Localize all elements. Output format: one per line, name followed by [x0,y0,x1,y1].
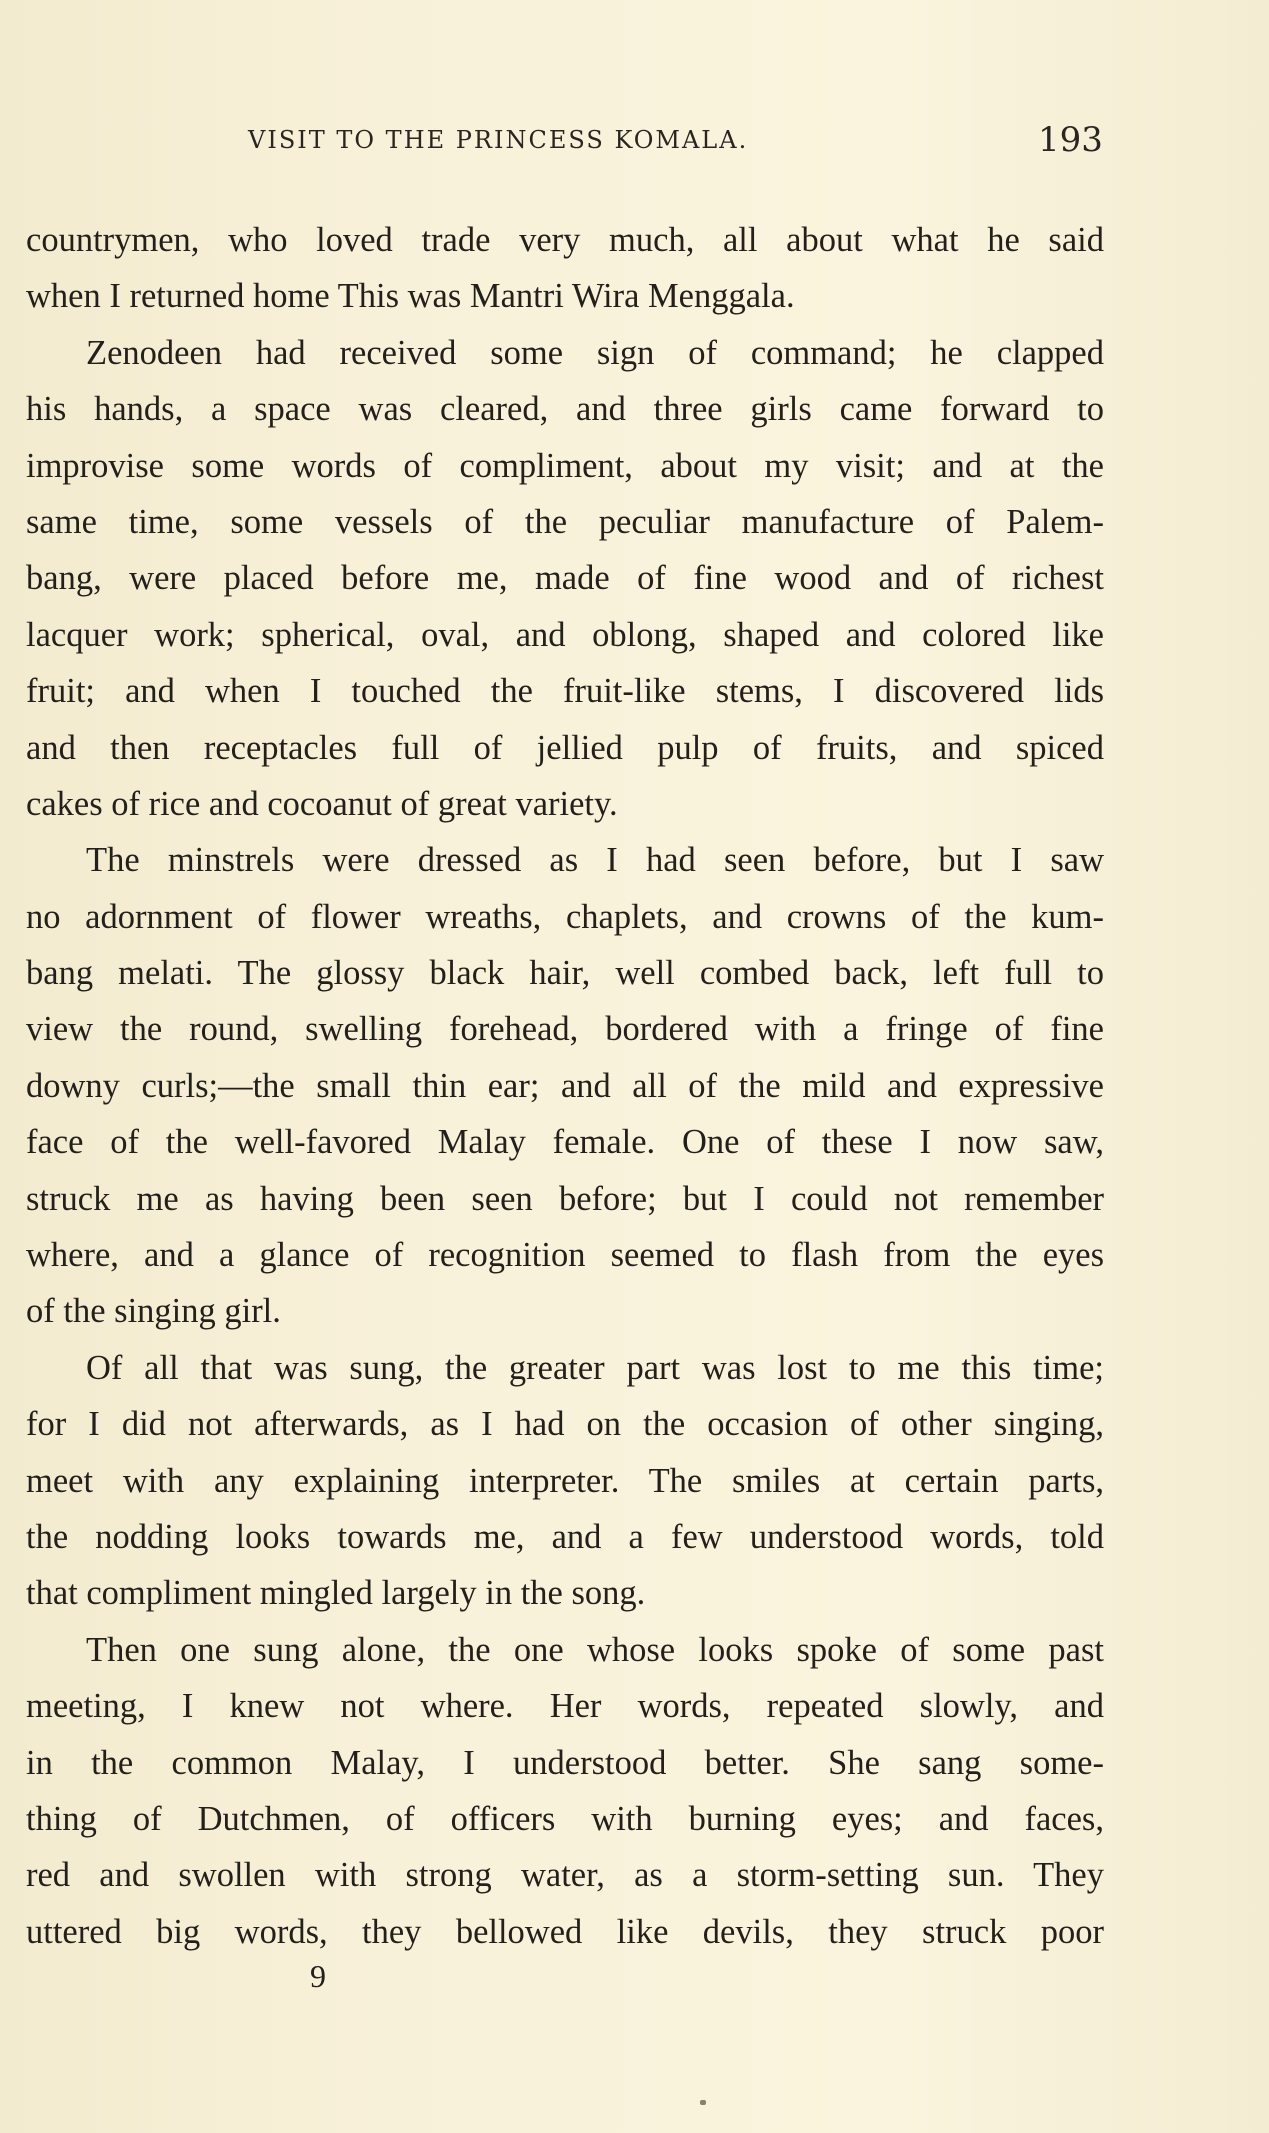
text-line: red and swollen with strong water, as a storm-setting sun. They [26,1856,1104,1895]
text-line: uttered big words, they bellowed like devils, they struck poor [26,1912,1104,1951]
text-line: when I returned home This was Mantri Wira Menggala. [26,277,795,316]
text-line: The minstrels were dressed as I had seen before, but I saw [86,841,1104,880]
running-head: VISIT TO THE PRINCESS KOMALA. [248,126,749,154]
text-line: countrymen, who loved trade very much, all about what he said [26,221,1104,259]
text-line: struck me as having been seen before; but I could not remember [26,1179,1104,1218]
signature-mark: 9 [310,1958,326,1994]
paper-speck [700,2100,706,2105]
text-line: cakes of rice and cocoanut of great variety. [26,784,618,823]
page-number: 193 [1038,120,1103,160]
text-line: bang, were placed before me, made of fine wood and of richest [26,559,1104,598]
text-line: in the common Malay, I understood better. She sang some- [26,1743,1104,1782]
text-line: where, and a glance of recognition seemed to flash from the eyes [26,1236,1104,1275]
text-line: face of the well-favored Malay female. One of these I now saw, [26,1123,1104,1162]
text-line: that compliment mingled largely in the song. [26,1574,646,1613]
text-line: improvise some words of compliment, about my visit; and at the [26,446,1104,485]
text-line: fruit; and when I touched the fruit-like stems, I discovered lids [26,672,1104,711]
text-line: the nodding looks towards me, and a few understood words, told [26,1517,1104,1556]
text-line: bang melati. The glossy black hair, well combed back, left full to [26,954,1104,993]
text-line: for I did not afterwards, as I had on the occasion of other singing, [26,1405,1104,1444]
text-line: lacquer work; spherical, oval, and oblong, shaped and colored like [26,615,1104,654]
text-line: meeting, I knew not where. Her words, repeated slowly, and [26,1687,1104,1726]
text-line: and then receptacles full of jellied pulp of fruits, and spiced [26,728,1104,767]
text-line: no adornment of flower wreaths, chaplets, and crowns of the kum- [26,897,1104,936]
text-line: thing of Dutchmen, of officers with burning eyes; and faces, [26,1799,1104,1838]
body-text [26,212,1104,1960]
text-line: meet with any explaining interpreter. The smiles at certain parts, [26,1461,1104,1500]
page-header [0,120,1269,170]
text-line: Then one sung alone, the one whose looks spoke of some past [86,1630,1104,1669]
text-line: Zenodeen had received some sign of command; he clapped [86,333,1104,372]
text-line: same time, some vessels of the peculiar manufacture of Palem- [26,502,1104,541]
text-line: view the round, swelling forehead, bordered with a fringe of fine [26,1010,1104,1049]
text-line: of the singing girl. [26,1292,281,1331]
text-line: Of all that was sung, the greater part was lost to me this time; [86,1348,1104,1387]
text-line: his hands, a space was cleared, and three girls came forward to [26,390,1104,429]
text-line: downy curls;—the small thin ear; and all of the mild and expressive [26,1066,1104,1105]
